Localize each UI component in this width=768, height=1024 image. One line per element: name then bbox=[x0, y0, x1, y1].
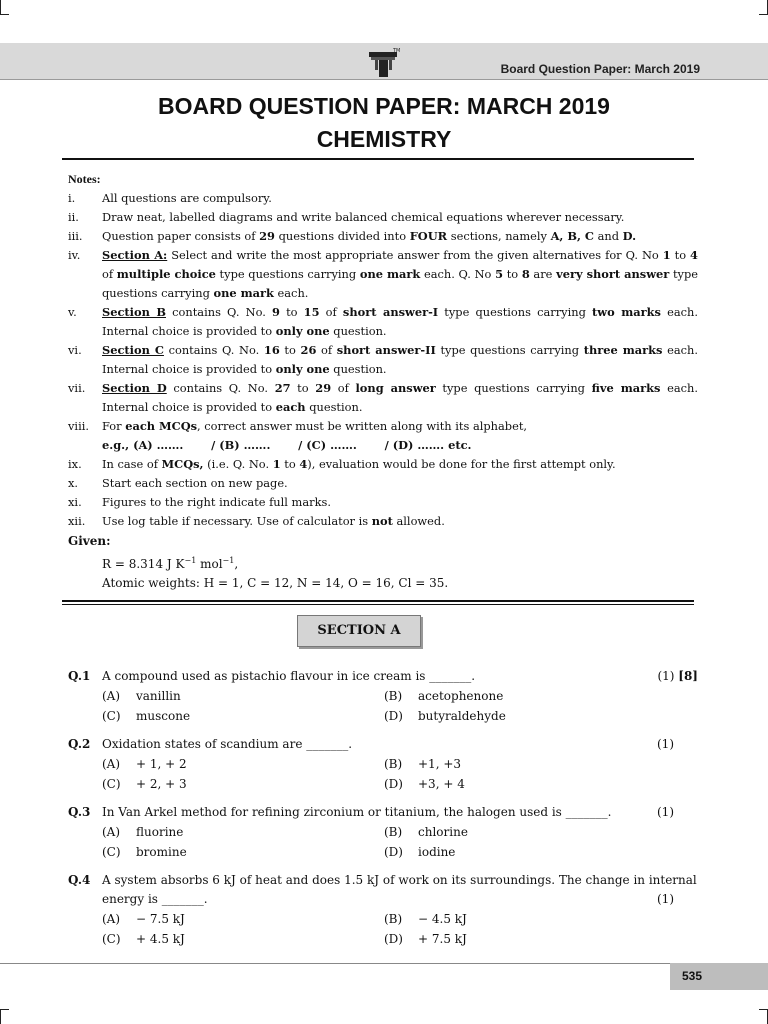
page-number: 535 bbox=[670, 963, 768, 990]
question bbox=[68, 803, 698, 862]
question-text: A system absorbs 6 kJ of heat and does 1.5 kJ of work on its surroundings. The change in internal bbox=[102, 873, 697, 887]
svg-text:TM: TM bbox=[393, 48, 401, 54]
footer-rule bbox=[0, 963, 768, 964]
note-item: i. All questions are compulsory. bbox=[68, 191, 272, 205]
note-item: xi. Figures to the right indicate full marks. bbox=[68, 495, 331, 509]
question-text: A compound used as pistachio flavour in ice cream is _______. bbox=[102, 669, 476, 683]
note-item: viii. For each MCQs, correct answer must be written along with its alphabet, e.g., (A) ……. / (B) ……. / (C) ……. / (D) ……. etc. bbox=[68, 419, 528, 452]
section-heading: SECTION A bbox=[297, 615, 421, 647]
section-a-label: Section A: bbox=[102, 248, 168, 262]
subject-title: CHEMISTRY bbox=[316, 126, 452, 152]
option: (C) bromine bbox=[102, 845, 187, 859]
option: (D) +3, + 4 bbox=[384, 777, 465, 791]
question-text-continued: energy is _______. bbox=[102, 892, 208, 906]
option: (B) +1, +3 bbox=[384, 757, 462, 771]
section-c-label: Section C bbox=[102, 343, 164, 357]
note-item: iii. Question paper consists of 29 questions divided into FOUR sections, namely A, B, C and D. bbox=[68, 229, 637, 243]
question-marks: (1) bbox=[657, 805, 674, 819]
question-number: Q.2 bbox=[68, 737, 91, 751]
option: (A) fluorine bbox=[102, 825, 184, 839]
note-item: xii. Use log table if necessary. Use of calculator is not allowed. bbox=[68, 514, 445, 528]
mcq-example: e.g., (A) ……. / (B) ……. / (C) ……. / (D) ……. etc. bbox=[102, 438, 472, 452]
question-marks: (1) bbox=[657, 892, 674, 906]
note-item: v. Section B contains Q. No. 9 to 15 of short answer-I type questions carrying two marks each. Internal choice is provided to only one question. bbox=[68, 305, 698, 338]
option: (A) + 1, + 2 bbox=[102, 757, 187, 771]
option: (C) + 2, + 3 bbox=[102, 777, 187, 791]
notes-heading: Notes: bbox=[68, 172, 101, 186]
question-text: In Van Arkel method for refining zirconium or titanium, the halogen used is _______. bbox=[102, 805, 612, 819]
title-rule bbox=[62, 158, 694, 160]
atomic-weights: Atomic weights: H = 1, C = 12, N = 14, O = 16, Cl = 35. bbox=[102, 576, 449, 590]
question-number: Q.1 bbox=[68, 669, 91, 683]
option: (D) iodine bbox=[384, 845, 456, 859]
option: (B) chlorine bbox=[384, 825, 468, 839]
question-number: Q.3 bbox=[68, 805, 91, 819]
section-total-marks: [8] bbox=[678, 669, 698, 683]
option: (D) + 7.5 kJ bbox=[384, 932, 467, 946]
section-rule-top bbox=[62, 600, 694, 602]
note-item: iv. Section A: Select and write the most appropriate answer from the given alternatives for Q. No 1 to 4 of multiple choice type questions carrying one mark each. Q. No 5 to 8 are very short answer type questions carrying one mark each. bbox=[68, 248, 698, 300]
crop-mark bbox=[759, 14, 768, 15]
question-marks: (1) bbox=[657, 737, 674, 751]
crop-mark bbox=[0, 0, 1, 14]
notes-block bbox=[68, 170, 698, 593]
option: (C) + 4.5 kJ bbox=[102, 932, 185, 946]
running-header: Board Question Paper: March 2019 bbox=[500, 62, 700, 76]
crop-mark bbox=[0, 14, 9, 15]
question-number: Q.4 bbox=[68, 873, 91, 887]
option: (B) acetophenone bbox=[384, 689, 504, 703]
crop-mark bbox=[0, 1009, 9, 1010]
option: (C) muscone bbox=[102, 709, 191, 723]
section-b-label: Section B bbox=[102, 305, 166, 319]
note-item: x. Start each section on new page. bbox=[68, 476, 288, 490]
paper-title: BOARD QUESTION PAPER: MARCH 2019 bbox=[158, 93, 610, 119]
publisher-logo-icon bbox=[367, 46, 401, 78]
question bbox=[68, 735, 698, 794]
note-item: ii. Draw neat, labelled diagrams and write balanced chemical equations wherever necessary. bbox=[68, 210, 625, 224]
option: (D) butyraldehyde bbox=[384, 709, 506, 723]
crop-mark bbox=[759, 1009, 768, 1010]
question-marks: (1) [8] bbox=[657, 669, 698, 683]
gas-constant: R = 8.314 J $K^{-1}$ mol$^{-1}$, bbox=[102, 556, 239, 571]
given-heading: Given: bbox=[68, 534, 111, 548]
question bbox=[68, 871, 698, 949]
questions bbox=[68, 667, 698, 958]
option: (A) vanillin bbox=[102, 689, 181, 703]
section-rule-bottom bbox=[62, 604, 694, 605]
note-item: vii. Section D contains Q. No. 27 to 29 of long answer type questions carrying five marks each. Internal choice is provided to each question. bbox=[68, 381, 698, 414]
option: (A) − 7.5 kJ bbox=[102, 912, 185, 926]
question bbox=[68, 667, 698, 726]
section-d-label: Section D bbox=[102, 381, 167, 395]
crop-mark bbox=[0, 1010, 1, 1024]
option: (B) − 4.5 kJ bbox=[384, 912, 467, 926]
question-text: Oxidation states of scandium are _______. bbox=[102, 737, 353, 751]
note-item: vi. Section C contains Q. No. 16 to 26 of short answer-II type questions carrying three marks each. Internal choice is provided to only one question. bbox=[68, 343, 698, 376]
note-item: ix. In case of MCQs, (i.e. Q. No. 1 to 4), evaluation would be done for the first attempt only. bbox=[68, 457, 616, 471]
